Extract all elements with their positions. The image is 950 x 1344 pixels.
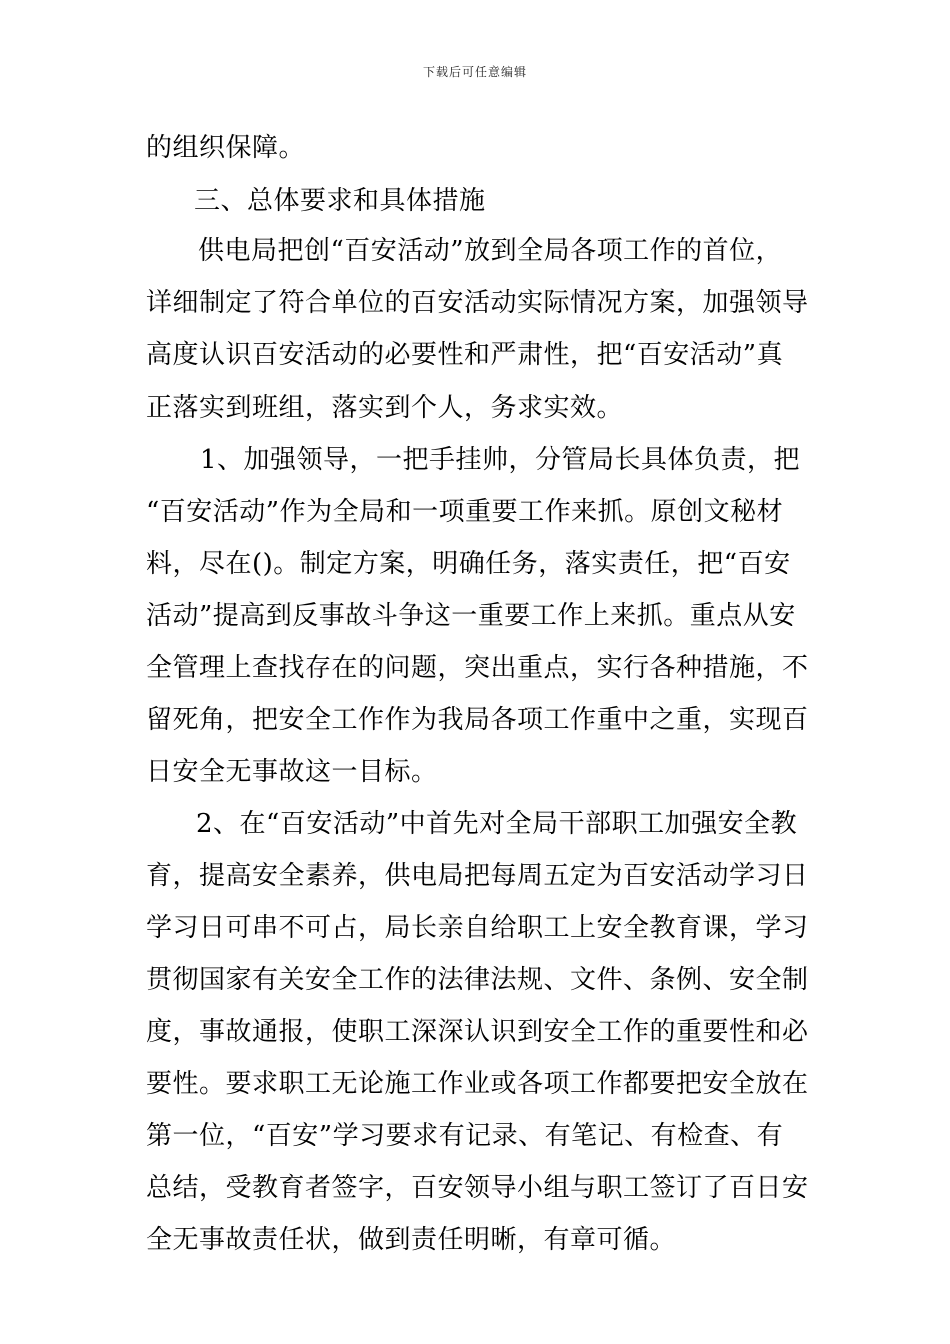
text-line-17: 贯彻国家有关安全工作的法律法规、文件、条例、安全制 bbox=[146, 965, 809, 995]
text-line-8: “百安活动”作为全局和一项重要工作来抓。原创文秘材 bbox=[146, 497, 784, 527]
text-line-18: 度，事故通报，使职工深深认识到安全工作的重要性和必 bbox=[146, 1017, 809, 1047]
text-line-20: 第一位，“百安”学习要求有记录、有笔记、有检查、有 bbox=[146, 1121, 784, 1151]
text-line-21: 总结，受教育者签字，百安领导小组与职工签订了百日安 bbox=[146, 1173, 809, 1203]
text-line-22: 全无事故责任状，做到责任明晰，有章可循。 bbox=[146, 1225, 677, 1255]
page-header-note: 下载后可任意编辑 bbox=[422, 65, 527, 79]
text-line-5: 高度认识百安活动的必要性和严肃性，把“百安活动”真 bbox=[146, 340, 784, 370]
text-line-14: 2、在“百安活动”中首先对全局干部职工加强安全教 bbox=[196, 809, 798, 839]
text-line-11: 全管理上查找存在的问题，突出重点，实行各种措施，不 bbox=[146, 653, 809, 683]
text-line-6: 正落实到班组，落实到个人，务求实效。 bbox=[146, 393, 624, 423]
text-line-3: 供电局把创“百安活动”放到全局各项工作的首位， bbox=[198, 236, 783, 266]
text-line-1: 的组织保障。 bbox=[146, 133, 306, 163]
text-line-16: 学习日可串不可占，局长亲自给职工上安全教育课，学习 bbox=[146, 913, 809, 943]
text-line-10: 活动”提高到反事故斗争这一重要工作上来抓。重点从安 bbox=[146, 601, 796, 631]
text-line-12: 留死角，把安全工作作为我局各项工作重中之重，实现百 bbox=[146, 705, 809, 735]
text-line-13: 日安全无事故这一目标。 bbox=[146, 757, 438, 787]
text-line-19: 要性。要求职工无论施工作业或各项工作都要把安全放在 bbox=[146, 1069, 809, 1099]
text-line-4: 详细制定了符合单位的百安活动实际情况方案，加强领导 bbox=[146, 288, 809, 318]
text-line-15: 育，提高安全素养，供电局把每周五定为百安活动学习日 bbox=[146, 861, 809, 891]
section-heading: 三、总体要求和具体措施 bbox=[194, 186, 486, 216]
text-line-9: 料，尽在()。制定方案，明确任务，落实责任，把“百安 bbox=[146, 549, 791, 579]
text-line-7: 1、加强领导，一把手挂帅，分管局长具体负责，把 bbox=[200, 445, 801, 475]
